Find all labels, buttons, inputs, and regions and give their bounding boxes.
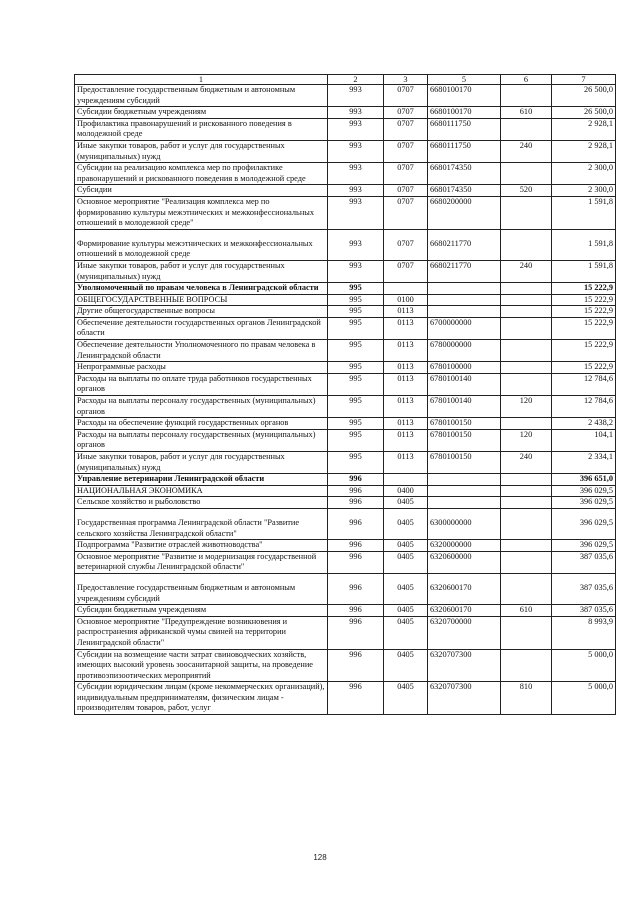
ministry-code-cell: 995 — [328, 452, 384, 474]
target-article-cell: 6680211770 — [428, 229, 501, 260]
item-name-cell: Обеспечение деятельности Уполномоченного по правам человека в Ленинградской области — [75, 340, 328, 362]
expense-type-cell — [501, 362, 552, 374]
header-cell: 2 — [328, 75, 384, 85]
section-code-cell: 0405 — [384, 540, 428, 552]
table-row — [75, 551, 616, 573]
item-name-cell: Предоставление государственным бюджетным и автономным учреждениям субсидий — [75, 573, 328, 604]
table-row — [75, 605, 616, 617]
target-article-cell: 6780100140 — [428, 373, 501, 395]
ministry-code-cell: 996 — [328, 616, 384, 649]
amount-cell: 15 222,9 — [552, 340, 616, 362]
target-article-cell: 6320000000 — [428, 540, 501, 552]
item-name-cell: Иные закупки товаров, работ и услуг для государственных (муниципальных) нужд — [75, 452, 328, 474]
ministry-code-cell: 995 — [328, 317, 384, 339]
ministry-code-cell: 995 — [328, 306, 384, 318]
amount-cell: 5 000,0 — [552, 682, 616, 715]
table-row — [75, 540, 616, 552]
table-row — [75, 340, 616, 362]
ministry-code-cell: 993 — [328, 260, 384, 282]
expense-type-cell — [501, 551, 552, 573]
table-row — [75, 616, 616, 649]
amount-cell: 15 222,9 — [552, 283, 616, 295]
table-row — [75, 474, 616, 486]
amount-cell: 5 000,0 — [552, 649, 616, 682]
amount-cell: 15 222,9 — [552, 306, 616, 318]
ministry-code-cell: 993 — [328, 107, 384, 119]
expense-type-cell: 610 — [501, 107, 552, 119]
expense-type-cell — [501, 418, 552, 430]
target-article-cell: 6780100150 — [428, 452, 501, 474]
expense-type-cell: 240 — [501, 260, 552, 282]
section-code-cell: 0113 — [384, 340, 428, 362]
table-row — [75, 107, 616, 119]
table-row — [75, 196, 616, 229]
section-code-cell: 0707 — [384, 229, 428, 260]
expense-type-cell — [501, 373, 552, 395]
amount-cell: 2 928,1 — [552, 140, 616, 162]
target-article-cell: 6680174350 — [428, 163, 501, 185]
section-code-cell: 0405 — [384, 605, 428, 617]
expense-type-cell — [501, 573, 552, 604]
header-cell: 1 — [75, 75, 328, 85]
budget-table — [74, 74, 616, 715]
target-article-cell: 6780100150 — [428, 418, 501, 430]
table-row — [75, 294, 616, 306]
expense-type-cell: 120 — [501, 396, 552, 418]
item-name-cell: Уполномоченный по правам человека в Ленинградской области — [75, 283, 328, 295]
target-article-cell — [428, 485, 501, 497]
item-name-cell: Расходы на выплаты по оплате труда работников государственных органов — [75, 373, 328, 395]
table-row — [75, 362, 616, 374]
table-row — [75, 229, 616, 260]
expense-type-cell — [501, 474, 552, 486]
target-article-cell: 6680100170 — [428, 85, 501, 107]
section-code-cell: 0405 — [384, 573, 428, 604]
section-code-cell: 0707 — [384, 260, 428, 282]
item-name-cell: Предоставление государственным бюджетным и автономным учреждениям субсидий — [75, 85, 328, 107]
amount-cell: 2 334,1 — [552, 452, 616, 474]
target-article-cell: 6680211770 — [428, 260, 501, 282]
table-row — [75, 418, 616, 430]
amount-cell: 396 029,5 — [552, 508, 616, 539]
amount-cell: 387 035,6 — [552, 573, 616, 604]
section-code-cell: 0707 — [384, 163, 428, 185]
ministry-code-cell: 996 — [328, 497, 384, 509]
expense-type-cell — [501, 649, 552, 682]
target-article-cell: 6780100000 — [428, 362, 501, 374]
section-code-cell: 0707 — [384, 107, 428, 119]
ministry-code-cell: 996 — [328, 508, 384, 539]
section-code-cell: 0707 — [384, 196, 428, 229]
section-code-cell — [384, 283, 428, 295]
section-code-cell: 0405 — [384, 497, 428, 509]
ministry-code-cell: 996 — [328, 551, 384, 573]
section-code-cell: 0707 — [384, 185, 428, 197]
item-name-cell: Подпрограмма "Развитие отраслей животноводства" — [75, 540, 328, 552]
item-name-cell: Расходы на выплаты персоналу государственных (муниципальных) органов — [75, 429, 328, 451]
table-row — [75, 429, 616, 451]
ministry-code-cell: 995 — [328, 396, 384, 418]
expense-type-cell — [501, 485, 552, 497]
amount-cell: 15 222,9 — [552, 294, 616, 306]
ministry-code-cell: 996 — [328, 485, 384, 497]
table-row — [75, 118, 616, 140]
ministry-code-cell: 995 — [328, 283, 384, 295]
amount-cell: 396 029,5 — [552, 540, 616, 552]
table-row — [75, 485, 616, 497]
header-cell: 7 — [552, 75, 616, 85]
item-name-cell: Субсидии юридическим лицам (кроме некоммерческих организаций), индивидуальным предпринимателям, физическим лицам - производителям товаров, работ, услуг — [75, 682, 328, 715]
section-code-cell: 0405 — [384, 551, 428, 573]
table-row — [75, 573, 616, 604]
expense-type-cell: 240 — [501, 452, 552, 474]
item-name-cell: Сельское хозяйство и рыболовство — [75, 497, 328, 509]
table-row — [75, 396, 616, 418]
section-code-cell: 0100 — [384, 294, 428, 306]
ministry-code-cell: 996 — [328, 474, 384, 486]
item-name-cell: Основное мероприятие "Предупреждение возникновения и распространения африканской чумы свиней на территории Ленинградской области" — [75, 616, 328, 649]
table-row — [75, 497, 616, 509]
section-code-cell: 0707 — [384, 140, 428, 162]
target-article-cell: 6680111750 — [428, 140, 501, 162]
ministry-code-cell: 993 — [328, 118, 384, 140]
expense-type-cell — [501, 118, 552, 140]
section-code-cell: 0405 — [384, 508, 428, 539]
amount-cell: 104,1 — [552, 429, 616, 451]
amount-cell: 15 222,9 — [552, 317, 616, 339]
expense-type-cell — [501, 616, 552, 649]
target-article-cell: 6680174350 — [428, 185, 501, 197]
section-code-cell: 0113 — [384, 362, 428, 374]
item-name-cell: Субсидии бюджетным учреждениям — [75, 605, 328, 617]
expense-type-cell — [501, 508, 552, 539]
target-article-cell — [428, 497, 501, 509]
expense-type-cell — [501, 294, 552, 306]
header-cell: 6 — [501, 75, 552, 85]
item-name-cell: Профилактика правонарушений и рискованного поведения в молодежной среде — [75, 118, 328, 140]
target-article-cell — [428, 474, 501, 486]
target-article-cell: 6680100170 — [428, 107, 501, 119]
section-code-cell: 0405 — [384, 682, 428, 715]
item-name-cell: Расходы на обеспечение функций государственных органов — [75, 418, 328, 430]
ministry-code-cell: 993 — [328, 229, 384, 260]
header-cell: 3 — [384, 75, 428, 85]
expense-type-cell — [501, 283, 552, 295]
amount-cell: 2 928,1 — [552, 118, 616, 140]
target-article-cell: 6300000000 — [428, 508, 501, 539]
ministry-code-cell: 993 — [328, 196, 384, 229]
amount-cell: 1 591,8 — [552, 260, 616, 282]
section-code-cell: 0113 — [384, 396, 428, 418]
amount-cell: 1 591,8 — [552, 229, 616, 260]
table-row — [75, 185, 616, 197]
target-article-cell: 6680200000 — [428, 196, 501, 229]
amount-cell: 1 591,8 — [552, 196, 616, 229]
ministry-code-cell: 993 — [328, 140, 384, 162]
section-code-cell: 0113 — [384, 317, 428, 339]
section-code-cell: 0707 — [384, 118, 428, 140]
target-article-cell: 6320707300 — [428, 649, 501, 682]
amount-cell: 26 500,0 — [552, 85, 616, 107]
item-name-cell: Субсидии на возмещение части затрат свиноводческих хозяйств, имеющих высокий уровень зоосанитарной защиты, на проведение противоэпизоотических мероприятий — [75, 649, 328, 682]
ministry-code-cell: 996 — [328, 649, 384, 682]
expense-type-cell — [501, 540, 552, 552]
section-code-cell: 0707 — [384, 85, 428, 107]
expense-type-cell: 520 — [501, 185, 552, 197]
amount-cell: 12 784,6 — [552, 373, 616, 395]
table-row — [75, 373, 616, 395]
expense-type-cell — [501, 196, 552, 229]
ministry-code-cell: 995 — [328, 418, 384, 430]
page-number: 128 — [313, 853, 327, 862]
table-row — [75, 508, 616, 539]
amount-cell: 8 993,9 — [552, 616, 616, 649]
item-name-cell: Расходы на выплаты персоналу государственных (муниципальных) органов — [75, 396, 328, 418]
table-row — [75, 452, 616, 474]
target-article-cell: 6700000000 — [428, 317, 501, 339]
expense-type-cell — [501, 163, 552, 185]
section-code-cell: 0405 — [384, 649, 428, 682]
expense-type-cell — [501, 85, 552, 107]
ministry-code-cell: 993 — [328, 163, 384, 185]
item-name-cell: Другие общегосударственные вопросы — [75, 306, 328, 318]
section-code-cell: 0113 — [384, 373, 428, 395]
amount-cell: 396 029,5 — [552, 497, 616, 509]
table-header-row — [75, 75, 616, 85]
amount-cell: 2 300,0 — [552, 185, 616, 197]
ministry-code-cell: 993 — [328, 85, 384, 107]
target-article-cell: 6780100140 — [428, 396, 501, 418]
item-name-cell: Обеспечение деятельности государственных органов Ленинградской области — [75, 317, 328, 339]
table-row — [75, 283, 616, 295]
target-article-cell: 6320600000 — [428, 551, 501, 573]
item-name-cell: Основное мероприятие "Реализация комплекса мер по формированию культуры межэтнических и межконфессиональных отношений в молодежной среде" — [75, 196, 328, 229]
ministry-code-cell: 996 — [328, 605, 384, 617]
item-name-cell: Иные закупки товаров, работ и услуг для государственных (муниципальных) нужд — [75, 260, 328, 282]
table-row — [75, 260, 616, 282]
ministry-code-cell: 995 — [328, 429, 384, 451]
amount-cell: 15 222,9 — [552, 362, 616, 374]
item-name-cell: Основное мероприятие "Развитие и модернизация государственной ветеринарной службы Ленинградской области" — [75, 551, 328, 573]
item-name-cell: Формирование культуры межэтнических и межконфессиональных отношений в молодежной среде — [75, 229, 328, 260]
item-name-cell: НАЦИОНАЛЬНАЯ ЭКОНОМИКА — [75, 485, 328, 497]
target-article-cell — [428, 294, 501, 306]
section-code-cell — [384, 474, 428, 486]
table-row — [75, 682, 616, 715]
ministry-code-cell: 995 — [328, 294, 384, 306]
ministry-code-cell: 995 — [328, 362, 384, 374]
target-article-cell — [428, 306, 501, 318]
expense-type-cell: 240 — [501, 140, 552, 162]
item-name-cell: ОБЩЕГОСУДАРСТВЕННЫЕ ВОПРОСЫ — [75, 294, 328, 306]
ministry-code-cell: 993 — [328, 185, 384, 197]
section-code-cell: 0400 — [384, 485, 428, 497]
target-article-cell: 6320600170 — [428, 573, 501, 604]
expense-type-cell: 810 — [501, 682, 552, 715]
table-row — [75, 306, 616, 318]
section-code-cell: 0113 — [384, 418, 428, 430]
section-code-cell: 0113 — [384, 452, 428, 474]
item-name-cell: Субсидии бюджетным учреждениям — [75, 107, 328, 119]
item-name-cell: Управление ветеринарии Ленинградской области — [75, 474, 328, 486]
ministry-code-cell: 996 — [328, 682, 384, 715]
expense-type-cell — [501, 340, 552, 362]
expense-type-cell: 610 — [501, 605, 552, 617]
expense-type-cell — [501, 229, 552, 260]
ministry-code-cell: 996 — [328, 540, 384, 552]
amount-cell: 387 035,6 — [552, 551, 616, 573]
item-name-cell: Иные закупки товаров, работ и услуг для государственных (муниципальных) нужд — [75, 140, 328, 162]
budget-table-body — [75, 75, 616, 715]
amount-cell: 2 438,2 — [552, 418, 616, 430]
ministry-code-cell: 995 — [328, 373, 384, 395]
target-article-cell: 6780100150 — [428, 429, 501, 451]
target-article-cell: 6320600170 — [428, 605, 501, 617]
target-article-cell: 6320707300 — [428, 682, 501, 715]
target-article-cell: 6320700000 — [428, 616, 501, 649]
header-cell: 5 — [428, 75, 501, 85]
section-code-cell: 0405 — [384, 616, 428, 649]
target-article-cell: 6680111750 — [428, 118, 501, 140]
item-name-cell: Непрограммные расходы — [75, 362, 328, 374]
table-row — [75, 85, 616, 107]
table-row — [75, 649, 616, 682]
expense-type-cell: 120 — [501, 429, 552, 451]
target-article-cell — [428, 283, 501, 295]
expense-type-cell — [501, 497, 552, 509]
section-code-cell: 0113 — [384, 306, 428, 318]
expense-type-cell — [501, 306, 552, 318]
amount-cell: 26 500,0 — [552, 107, 616, 119]
amount-cell: 2 300,0 — [552, 163, 616, 185]
item-name-cell: Субсидии на реализацию комплекса мер по профилактике правонарушений и рискованного поведения в молодежной среде — [75, 163, 328, 185]
amount-cell: 396 029,5 — [552, 485, 616, 497]
amount-cell: 387 035,6 — [552, 605, 616, 617]
section-code-cell: 0113 — [384, 429, 428, 451]
ministry-code-cell: 995 — [328, 340, 384, 362]
table-row — [75, 163, 616, 185]
amount-cell: 396 651,0 — [552, 474, 616, 486]
target-article-cell: 6780000000 — [428, 340, 501, 362]
table-row — [75, 140, 616, 162]
item-name-cell: Государственная программа Ленинградской области "Развитие сельского хозяйства Ленинградской области" — [75, 508, 328, 539]
amount-cell: 12 784,6 — [552, 396, 616, 418]
ministry-code-cell: 996 — [328, 573, 384, 604]
table-row — [75, 317, 616, 339]
item-name-cell: Субсидии — [75, 185, 328, 197]
expense-type-cell — [501, 317, 552, 339]
